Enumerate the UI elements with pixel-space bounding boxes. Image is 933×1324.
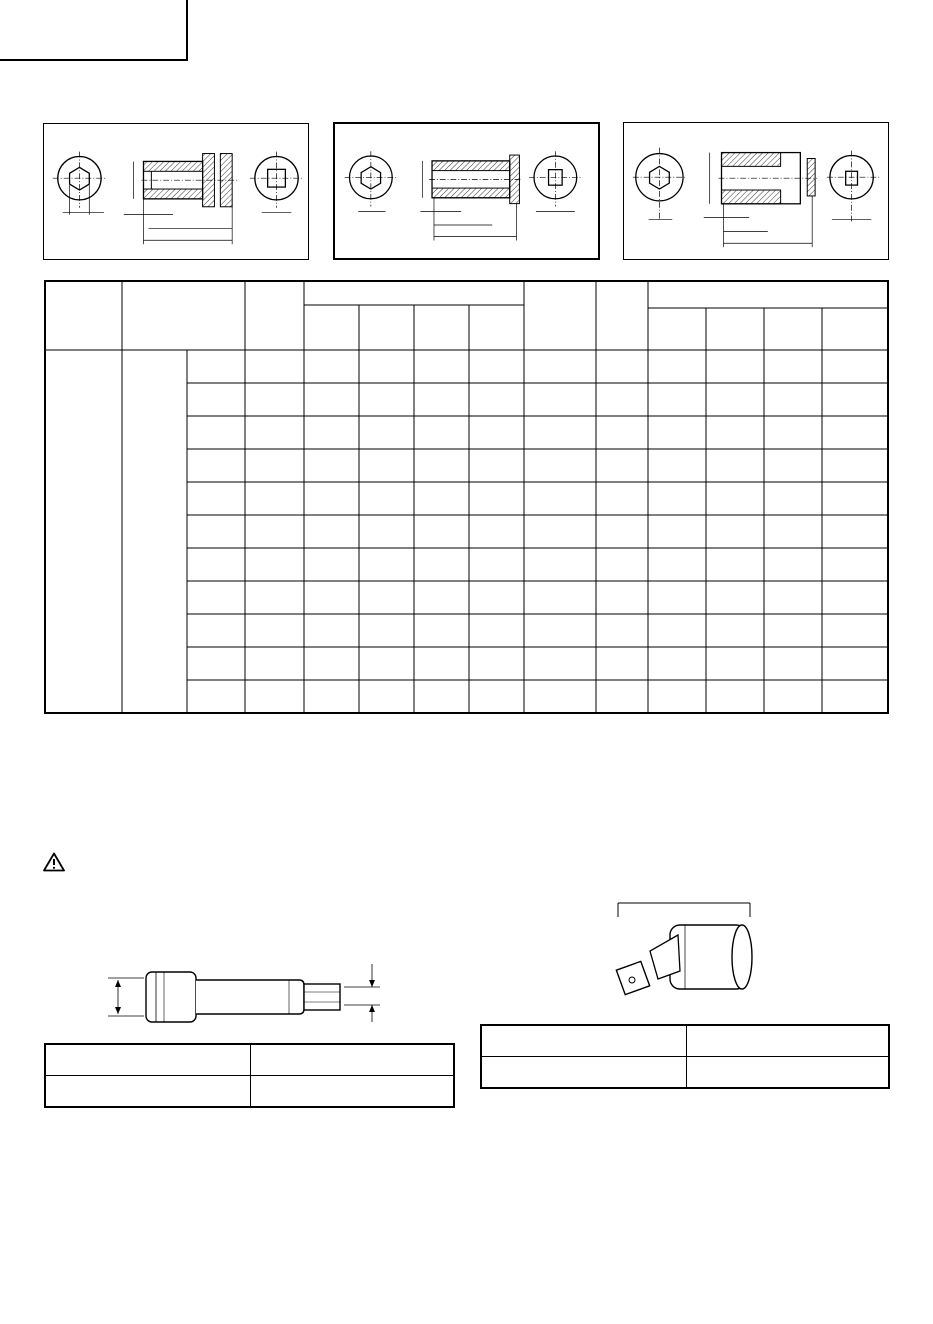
socket-drawing-panel-2 — [333, 122, 600, 260]
warning-triangle-icon — [43, 852, 65, 872]
extension-bar-table — [44, 1043, 455, 1108]
extension-table-cell-r1c1 — [45, 1044, 251, 1076]
joint-table-cell-r2c1 — [481, 1057, 687, 1089]
joint-table-cell-r1c1 — [481, 1025, 687, 1057]
socket-drawing-panel-1 — [43, 123, 309, 260]
extension-table-cell-r1c2 — [251, 1044, 455, 1076]
universal-joint-table — [480, 1024, 890, 1089]
universal-joint-drawing — [610, 895, 760, 1007]
joint-table-cell-r2c2 — [687, 1057, 890, 1089]
socket-drawing-panel-3 — [623, 122, 889, 260]
extension-table-cell-r2c1 — [45, 1076, 251, 1108]
extension-bar-drawing — [104, 960, 384, 1026]
page-corner-box — [0, 0, 188, 61]
extension-table-cell-r2c2 — [251, 1076, 455, 1108]
12-point-socket-drawing — [335, 124, 598, 258]
deep-socket-drawing — [624, 123, 888, 259]
joint-table-cell-r1c2 — [687, 1025, 890, 1057]
spec-table-grid — [44, 280, 889, 714]
spec-table-frame — [44, 280, 889, 714]
hex-socket-drawing — [44, 124, 308, 259]
